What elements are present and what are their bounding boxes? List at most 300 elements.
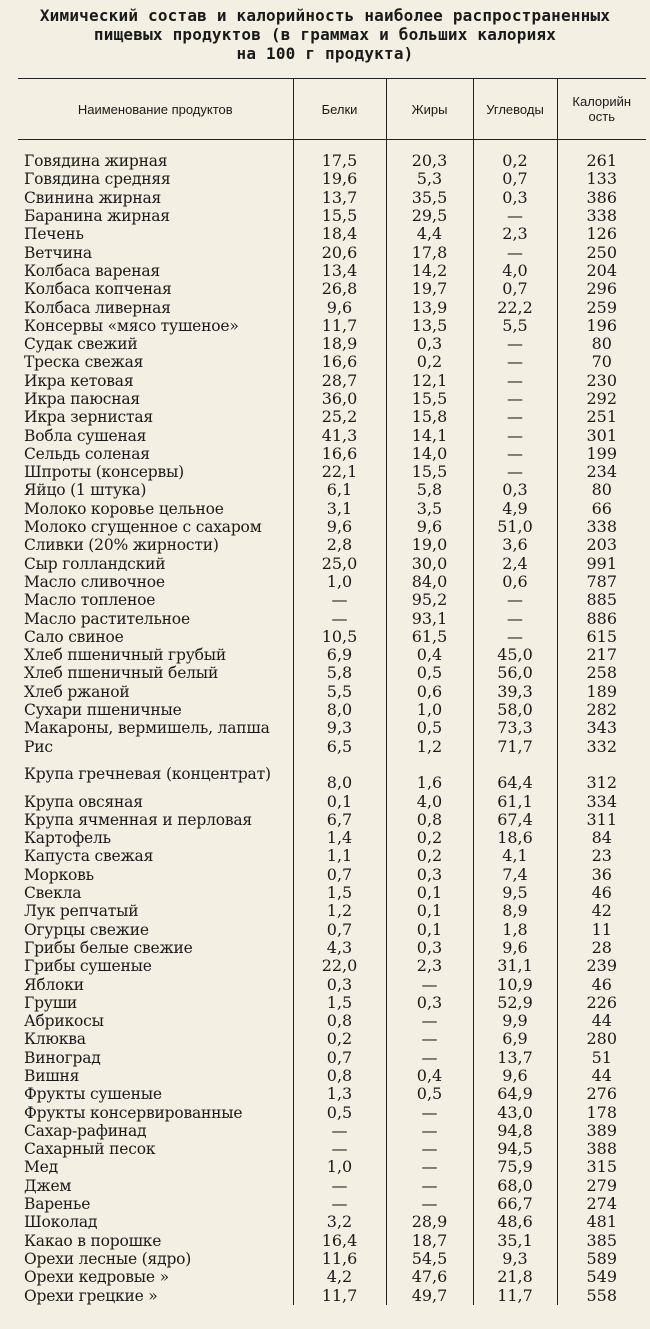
protein-value: 13,7 xyxy=(293,189,386,207)
protein-value: 8,0 xyxy=(293,701,386,719)
fat-value: 1,0 xyxy=(386,701,473,719)
carbs-value: 2,3 xyxy=(473,225,557,243)
fat-value: 0,1 xyxy=(386,920,473,938)
protein-value: 13,4 xyxy=(293,262,386,280)
protein-value: 19,6 xyxy=(293,170,386,188)
fat-value: 2,3 xyxy=(386,957,473,975)
carbs-value: 9,6 xyxy=(473,1067,557,1085)
table-row xyxy=(18,920,646,938)
product-name: Шпроты (консервы) xyxy=(24,463,184,482)
carbs-value: 39,3 xyxy=(473,683,557,701)
header-row xyxy=(18,79,646,140)
protein-value: 28,7 xyxy=(293,372,386,390)
carbs-value: 51,0 xyxy=(473,518,557,536)
carbs-value: — xyxy=(473,591,557,609)
table-row xyxy=(18,372,646,390)
carbs-value: 94,5 xyxy=(473,1140,557,1158)
product-name: Орехи кедровые » xyxy=(24,1268,169,1287)
calories-value: 296 xyxy=(557,280,646,298)
product-name: Колбаса вареная xyxy=(24,261,161,280)
carbs-value: 75,9 xyxy=(473,1158,557,1176)
fat-value: 30,0 xyxy=(386,555,473,573)
protein-value: — xyxy=(293,609,386,627)
table-row xyxy=(18,1213,646,1231)
fat-value: 4,4 xyxy=(386,225,473,243)
fat-value: 18,7 xyxy=(386,1232,473,1250)
calories-value: 239 xyxy=(557,957,646,975)
protein-value: 3,2 xyxy=(293,1213,386,1231)
protein-value: 16,6 xyxy=(293,445,386,463)
carbs-value: 43,0 xyxy=(473,1103,557,1121)
product-name: Лук репчатый xyxy=(24,902,139,921)
fat-value: 54,5 xyxy=(386,1250,473,1268)
carbs-value: 64,9 xyxy=(473,1085,557,1103)
carbs-value: 4,9 xyxy=(473,500,557,518)
product-name: Виноград xyxy=(24,1048,101,1067)
calories-value: 311 xyxy=(557,811,646,829)
product-name: Фрукты консервированные xyxy=(24,1103,243,1122)
fat-value: 0,1 xyxy=(386,902,473,920)
calories-value: 343 xyxy=(557,719,646,737)
calories-value: 292 xyxy=(557,390,646,408)
table-row xyxy=(18,1067,646,1085)
calories-value: 558 xyxy=(557,1286,646,1304)
protein-value: 25,0 xyxy=(293,555,386,573)
product-name: Клюква xyxy=(24,1030,86,1049)
calories-value: 885 xyxy=(557,591,646,609)
table-row xyxy=(18,683,646,701)
product-name: Сельдь соленая xyxy=(24,444,150,463)
table-row xyxy=(18,975,646,993)
fat-value: 93,1 xyxy=(386,609,473,627)
table-row xyxy=(18,738,646,756)
carbs-value: 9,3 xyxy=(473,1250,557,1268)
table-row xyxy=(18,1177,646,1195)
calories-value: 549 xyxy=(557,1268,646,1286)
header-calories-label: Калорийность xyxy=(572,94,632,124)
calories-value: 385 xyxy=(557,1232,646,1250)
carbs-value: 22,2 xyxy=(473,298,557,316)
fat-value: 95,2 xyxy=(386,591,473,609)
carbs-value: 7,4 xyxy=(473,866,557,884)
calories-value: 217 xyxy=(557,646,646,664)
protein-value: 0,5 xyxy=(293,1103,386,1121)
product-name: Колбаса копченая xyxy=(24,280,172,299)
table-row xyxy=(18,829,646,847)
table-row xyxy=(18,628,646,646)
protein-value: 6,1 xyxy=(293,481,386,499)
fat-value: 0,2 xyxy=(386,829,473,847)
protein-value: 1,5 xyxy=(293,994,386,1012)
table-row xyxy=(18,353,646,371)
fat-value: — xyxy=(386,1012,473,1030)
fat-value: 3,5 xyxy=(386,500,473,518)
protein-value: 0,8 xyxy=(293,1012,386,1030)
carbs-value: 56,0 xyxy=(473,664,557,682)
calories-value: 615 xyxy=(557,628,646,646)
product-name: Икра зернистая xyxy=(24,408,153,427)
carbs-value: 68,0 xyxy=(473,1177,557,1195)
protein-value: — xyxy=(293,1140,386,1158)
table-row xyxy=(18,609,646,627)
table-row xyxy=(18,719,646,737)
calories-value: 280 xyxy=(557,1030,646,1048)
carbs-value: 4,0 xyxy=(473,262,557,280)
product-name: Консервы «мясо тушеное» xyxy=(24,316,239,335)
calories-value: 80 xyxy=(557,481,646,499)
carbs-value: — xyxy=(473,207,557,225)
protein-value: 0,3 xyxy=(293,975,386,993)
product-name: Молоко коровье цельное xyxy=(24,499,224,518)
product-name: Орехи лесные (ядро) xyxy=(24,1249,192,1268)
fat-value: 0,5 xyxy=(386,719,473,737)
protein-value: 1,3 xyxy=(293,1085,386,1103)
carbs-value: 71,7 xyxy=(473,738,557,756)
product-name: Сыр голландский xyxy=(24,554,166,573)
fat-value: 14,0 xyxy=(386,445,473,463)
calories-value: 481 xyxy=(557,1213,646,1231)
fat-value: 0,4 xyxy=(386,1067,473,1085)
product-name: Свинина жирная xyxy=(24,188,162,207)
table-row xyxy=(18,1232,646,1250)
table-row xyxy=(18,518,646,536)
carbs-value: 13,7 xyxy=(473,1049,557,1067)
table-row xyxy=(18,884,646,902)
carbs-value: 64,4 xyxy=(473,756,557,793)
calories-value: 178 xyxy=(557,1103,646,1121)
calories-value: 282 xyxy=(557,701,646,719)
product-name: Сливки (20% жирности) xyxy=(24,536,219,555)
product-name: Фрукты сушеные xyxy=(24,1085,162,1104)
calories-value: 80 xyxy=(557,335,646,353)
title-line: Химический состав и калорийность наиболее распространенных xyxy=(39,6,611,25)
protein-value: 10,5 xyxy=(293,628,386,646)
fat-value: 13,9 xyxy=(386,298,473,316)
protein-value: 1,4 xyxy=(293,829,386,847)
carbs-value: 52,9 xyxy=(473,994,557,1012)
calories-value: 334 xyxy=(557,792,646,810)
protein-value: 16,4 xyxy=(293,1232,386,1250)
product-name: Печень xyxy=(24,225,84,244)
table-row xyxy=(18,536,646,554)
fat-value: 1,6 xyxy=(386,756,473,793)
table-row xyxy=(18,1030,646,1048)
fat-value: 5,8 xyxy=(386,481,473,499)
product-name: Сахар-рафинад xyxy=(24,1121,147,1140)
protein-value: 0,7 xyxy=(293,1049,386,1067)
table-row xyxy=(18,243,646,261)
fat-value: — xyxy=(386,1030,473,1048)
protein-value: 4,2 xyxy=(293,1268,386,1286)
calories-value: 133 xyxy=(557,170,646,188)
protein-value: — xyxy=(293,1177,386,1195)
table-row xyxy=(18,1268,646,1286)
table-row xyxy=(18,1049,646,1067)
product-name: Картофель xyxy=(24,829,111,848)
product-name: Баранина жирная xyxy=(24,207,170,226)
table-row xyxy=(18,701,646,719)
protein-value: 11,6 xyxy=(293,1250,386,1268)
fat-value: 47,6 xyxy=(386,1268,473,1286)
carbs-value: 6,9 xyxy=(473,1030,557,1048)
product-name: Сухари пшеничные xyxy=(24,701,182,720)
product-name: Вобла сушеная xyxy=(24,426,147,445)
table-row xyxy=(18,1286,646,1304)
fat-value: 35,5 xyxy=(386,189,473,207)
protein-value: 0,8 xyxy=(293,1067,386,1085)
product-name: Орехи грецкие » xyxy=(24,1286,158,1305)
carbs-value: 61,1 xyxy=(473,792,557,810)
fat-value: 0,2 xyxy=(386,847,473,865)
carbs-value: — xyxy=(473,353,557,371)
table-row xyxy=(18,225,646,243)
carbs-value: 9,9 xyxy=(473,1012,557,1030)
fat-value: 49,7 xyxy=(386,1286,473,1304)
calories-value: 787 xyxy=(557,573,646,591)
carbs-value: — xyxy=(473,390,557,408)
fat-value: 0,5 xyxy=(386,1085,473,1103)
table-row xyxy=(18,756,646,793)
table-row xyxy=(18,555,646,573)
table-row xyxy=(18,1158,646,1176)
protein-value: 11,7 xyxy=(293,317,386,335)
protein-value: 36,0 xyxy=(293,390,386,408)
fat-value: 5,3 xyxy=(386,170,473,188)
protein-value: 20,6 xyxy=(293,243,386,261)
product-name: Хлеб ржаной xyxy=(24,682,130,701)
fat-value: 19,7 xyxy=(386,280,473,298)
protein-value: 0,7 xyxy=(293,920,386,938)
fat-value: 14,2 xyxy=(386,262,473,280)
table-row xyxy=(18,811,646,829)
product-name: Макароны, вермишель, лапша xyxy=(24,719,270,738)
carbs-value: 9,5 xyxy=(473,884,557,902)
table-row xyxy=(18,939,646,957)
table-row xyxy=(18,1122,646,1140)
product-name: Хлеб пшеничный грубый xyxy=(24,646,227,665)
fat-value: — xyxy=(386,1103,473,1121)
calories-value: 28 xyxy=(557,939,646,957)
fat-value: 15,8 xyxy=(386,408,473,426)
calories-value: 44 xyxy=(557,1067,646,1085)
fat-value: 0,4 xyxy=(386,646,473,664)
product-name: Ветчина xyxy=(24,243,92,262)
product-name: Масло топленое xyxy=(24,591,156,610)
product-name: Сахарный песок xyxy=(24,1140,156,1159)
protein-value: 18,4 xyxy=(293,225,386,243)
product-name: Крупа гречневая (концентрат) xyxy=(24,765,271,784)
fat-value: 0,8 xyxy=(386,811,473,829)
table-row xyxy=(18,298,646,316)
table-row xyxy=(18,1250,646,1268)
nutrition-table xyxy=(18,78,646,1305)
calories-value: 259 xyxy=(557,298,646,316)
carbs-value: 3,6 xyxy=(473,536,557,554)
carbs-value: — xyxy=(473,445,557,463)
calories-value: 189 xyxy=(557,683,646,701)
product-name: Крупа овсяная xyxy=(24,792,143,811)
protein-value: 4,3 xyxy=(293,939,386,957)
protein-value: 26,8 xyxy=(293,280,386,298)
calories-value: 11 xyxy=(557,920,646,938)
carbs-value: 1,8 xyxy=(473,920,557,938)
calories-value: 279 xyxy=(557,1177,646,1195)
calories-value: 338 xyxy=(557,518,646,536)
fat-value: — xyxy=(386,1195,473,1213)
calories-value: 312 xyxy=(557,756,646,793)
fat-value: 0,1 xyxy=(386,884,473,902)
fat-value: 0,3 xyxy=(386,866,473,884)
calories-value: 332 xyxy=(557,738,646,756)
product-name: Яблоки xyxy=(24,975,84,994)
protein-value: 16,6 xyxy=(293,353,386,371)
calories-value: 84 xyxy=(557,829,646,847)
table-row xyxy=(18,957,646,975)
carbs-value: — xyxy=(473,463,557,481)
fat-value: 20,3 xyxy=(386,152,473,170)
product-name: Крупа ячменная и перловая xyxy=(24,810,253,829)
carbs-value: — xyxy=(473,335,557,353)
title-line: пищевых продуктов (в граммах и больших калориях xyxy=(93,25,557,44)
protein-value: 11,7 xyxy=(293,1286,386,1304)
product-name: Масло растительное xyxy=(24,609,190,628)
calories-value: 230 xyxy=(557,372,646,390)
fat-value: 0,3 xyxy=(386,335,473,353)
protein-value: 3,1 xyxy=(293,500,386,518)
product-name: Судак свежий xyxy=(24,335,138,354)
product-name: Говядина жирная xyxy=(24,152,168,171)
calories-value: 46 xyxy=(557,884,646,902)
table-row xyxy=(18,390,646,408)
calories-value: 274 xyxy=(557,1195,646,1213)
carbs-value: 0,3 xyxy=(473,189,557,207)
carbs-value: 9,6 xyxy=(473,939,557,957)
carbs-value: 58,0 xyxy=(473,701,557,719)
product-name: Грибы белые свежие xyxy=(24,938,193,957)
protein-value: — xyxy=(293,591,386,609)
product-name: Джем xyxy=(24,1176,72,1195)
calories-value: 66 xyxy=(557,500,646,518)
carbs-value: — xyxy=(473,408,557,426)
protein-value: 1,0 xyxy=(293,573,386,591)
fat-value: 29,5 xyxy=(386,207,473,225)
fat-value: 19,0 xyxy=(386,536,473,554)
carbs-value: — xyxy=(473,243,557,261)
calories-value: 44 xyxy=(557,1012,646,1030)
protein-value: 15,5 xyxy=(293,207,386,225)
protein-value: 9,6 xyxy=(293,298,386,316)
table-row xyxy=(18,152,646,170)
header-carbs: Углеводы xyxy=(473,79,557,140)
calories-value: 23 xyxy=(557,847,646,865)
protein-value: 5,8 xyxy=(293,664,386,682)
fat-value: — xyxy=(386,1140,473,1158)
calories-value: 251 xyxy=(557,408,646,426)
calories-value: 42 xyxy=(557,902,646,920)
table-row xyxy=(18,591,646,609)
protein-value: 1,2 xyxy=(293,902,386,920)
carbs-value: 4,1 xyxy=(473,847,557,865)
carbs-value: 73,3 xyxy=(473,719,557,737)
table-row xyxy=(18,573,646,591)
carbs-value: 18,6 xyxy=(473,829,557,847)
carbs-value: 66,7 xyxy=(473,1195,557,1213)
table-row xyxy=(18,902,646,920)
carbs-value: 2,4 xyxy=(473,555,557,573)
product-name: Треска свежая xyxy=(24,353,144,372)
table-row xyxy=(18,1195,646,1213)
protein-value: 5,5 xyxy=(293,683,386,701)
fat-value: 14,1 xyxy=(386,426,473,444)
carbs-value: — xyxy=(473,609,557,627)
protein-value: 22,0 xyxy=(293,957,386,975)
fat-value: — xyxy=(386,1158,473,1176)
fat-value: 0,5 xyxy=(386,664,473,682)
table-row xyxy=(18,262,646,280)
calories-value: 258 xyxy=(557,664,646,682)
carbs-value: 5,5 xyxy=(473,317,557,335)
fat-value: — xyxy=(386,975,473,993)
calories-value: 204 xyxy=(557,262,646,280)
product-name: Грибы сушеные xyxy=(24,957,152,976)
protein-value: 9,6 xyxy=(293,518,386,536)
header-protein: Белки xyxy=(293,79,386,140)
product-name: Груши xyxy=(24,993,78,1012)
fat-value: 1,2 xyxy=(386,738,473,756)
calories-value: 991 xyxy=(557,555,646,573)
protein-value: 8,0 xyxy=(293,756,386,793)
calories-value: 226 xyxy=(557,994,646,1012)
table-row xyxy=(18,445,646,463)
table-body xyxy=(18,152,646,1305)
table-row xyxy=(18,408,646,426)
calories-value: 315 xyxy=(557,1158,646,1176)
protein-value: 17,5 xyxy=(293,152,386,170)
fat-value: 0,6 xyxy=(386,683,473,701)
calories-value: 46 xyxy=(557,975,646,993)
calories-value: 250 xyxy=(557,243,646,261)
protein-value: 0,1 xyxy=(293,792,386,810)
carbs-value: 94,8 xyxy=(473,1122,557,1140)
calories-value: 196 xyxy=(557,317,646,335)
header-gap xyxy=(18,140,646,153)
fat-value: 12,1 xyxy=(386,372,473,390)
product-name: Говядина средняя xyxy=(24,170,171,189)
product-name: Мед xyxy=(24,1158,58,1177)
fat-value: 61,5 xyxy=(386,628,473,646)
page-title xyxy=(0,6,650,63)
protein-value: — xyxy=(293,1195,386,1213)
calories-value: 388 xyxy=(557,1140,646,1158)
product-name: Молоко сгущенное с сахаром xyxy=(24,518,262,537)
table-row xyxy=(18,463,646,481)
fat-value: 9,6 xyxy=(386,518,473,536)
calories-value: 886 xyxy=(557,609,646,627)
carbs-value: 0,6 xyxy=(473,573,557,591)
table-row xyxy=(18,500,646,518)
carbs-value: 0,3 xyxy=(473,481,557,499)
table-row xyxy=(18,847,646,865)
carbs-value: 0,2 xyxy=(473,152,557,170)
protein-value: 2,8 xyxy=(293,536,386,554)
calories-value: 203 xyxy=(557,536,646,554)
protein-value: 0,2 xyxy=(293,1030,386,1048)
product-name: Свекла xyxy=(24,884,82,903)
fat-value: 15,5 xyxy=(386,390,473,408)
table-row xyxy=(18,481,646,499)
table-row xyxy=(18,1140,646,1158)
calories-value: 301 xyxy=(557,426,646,444)
